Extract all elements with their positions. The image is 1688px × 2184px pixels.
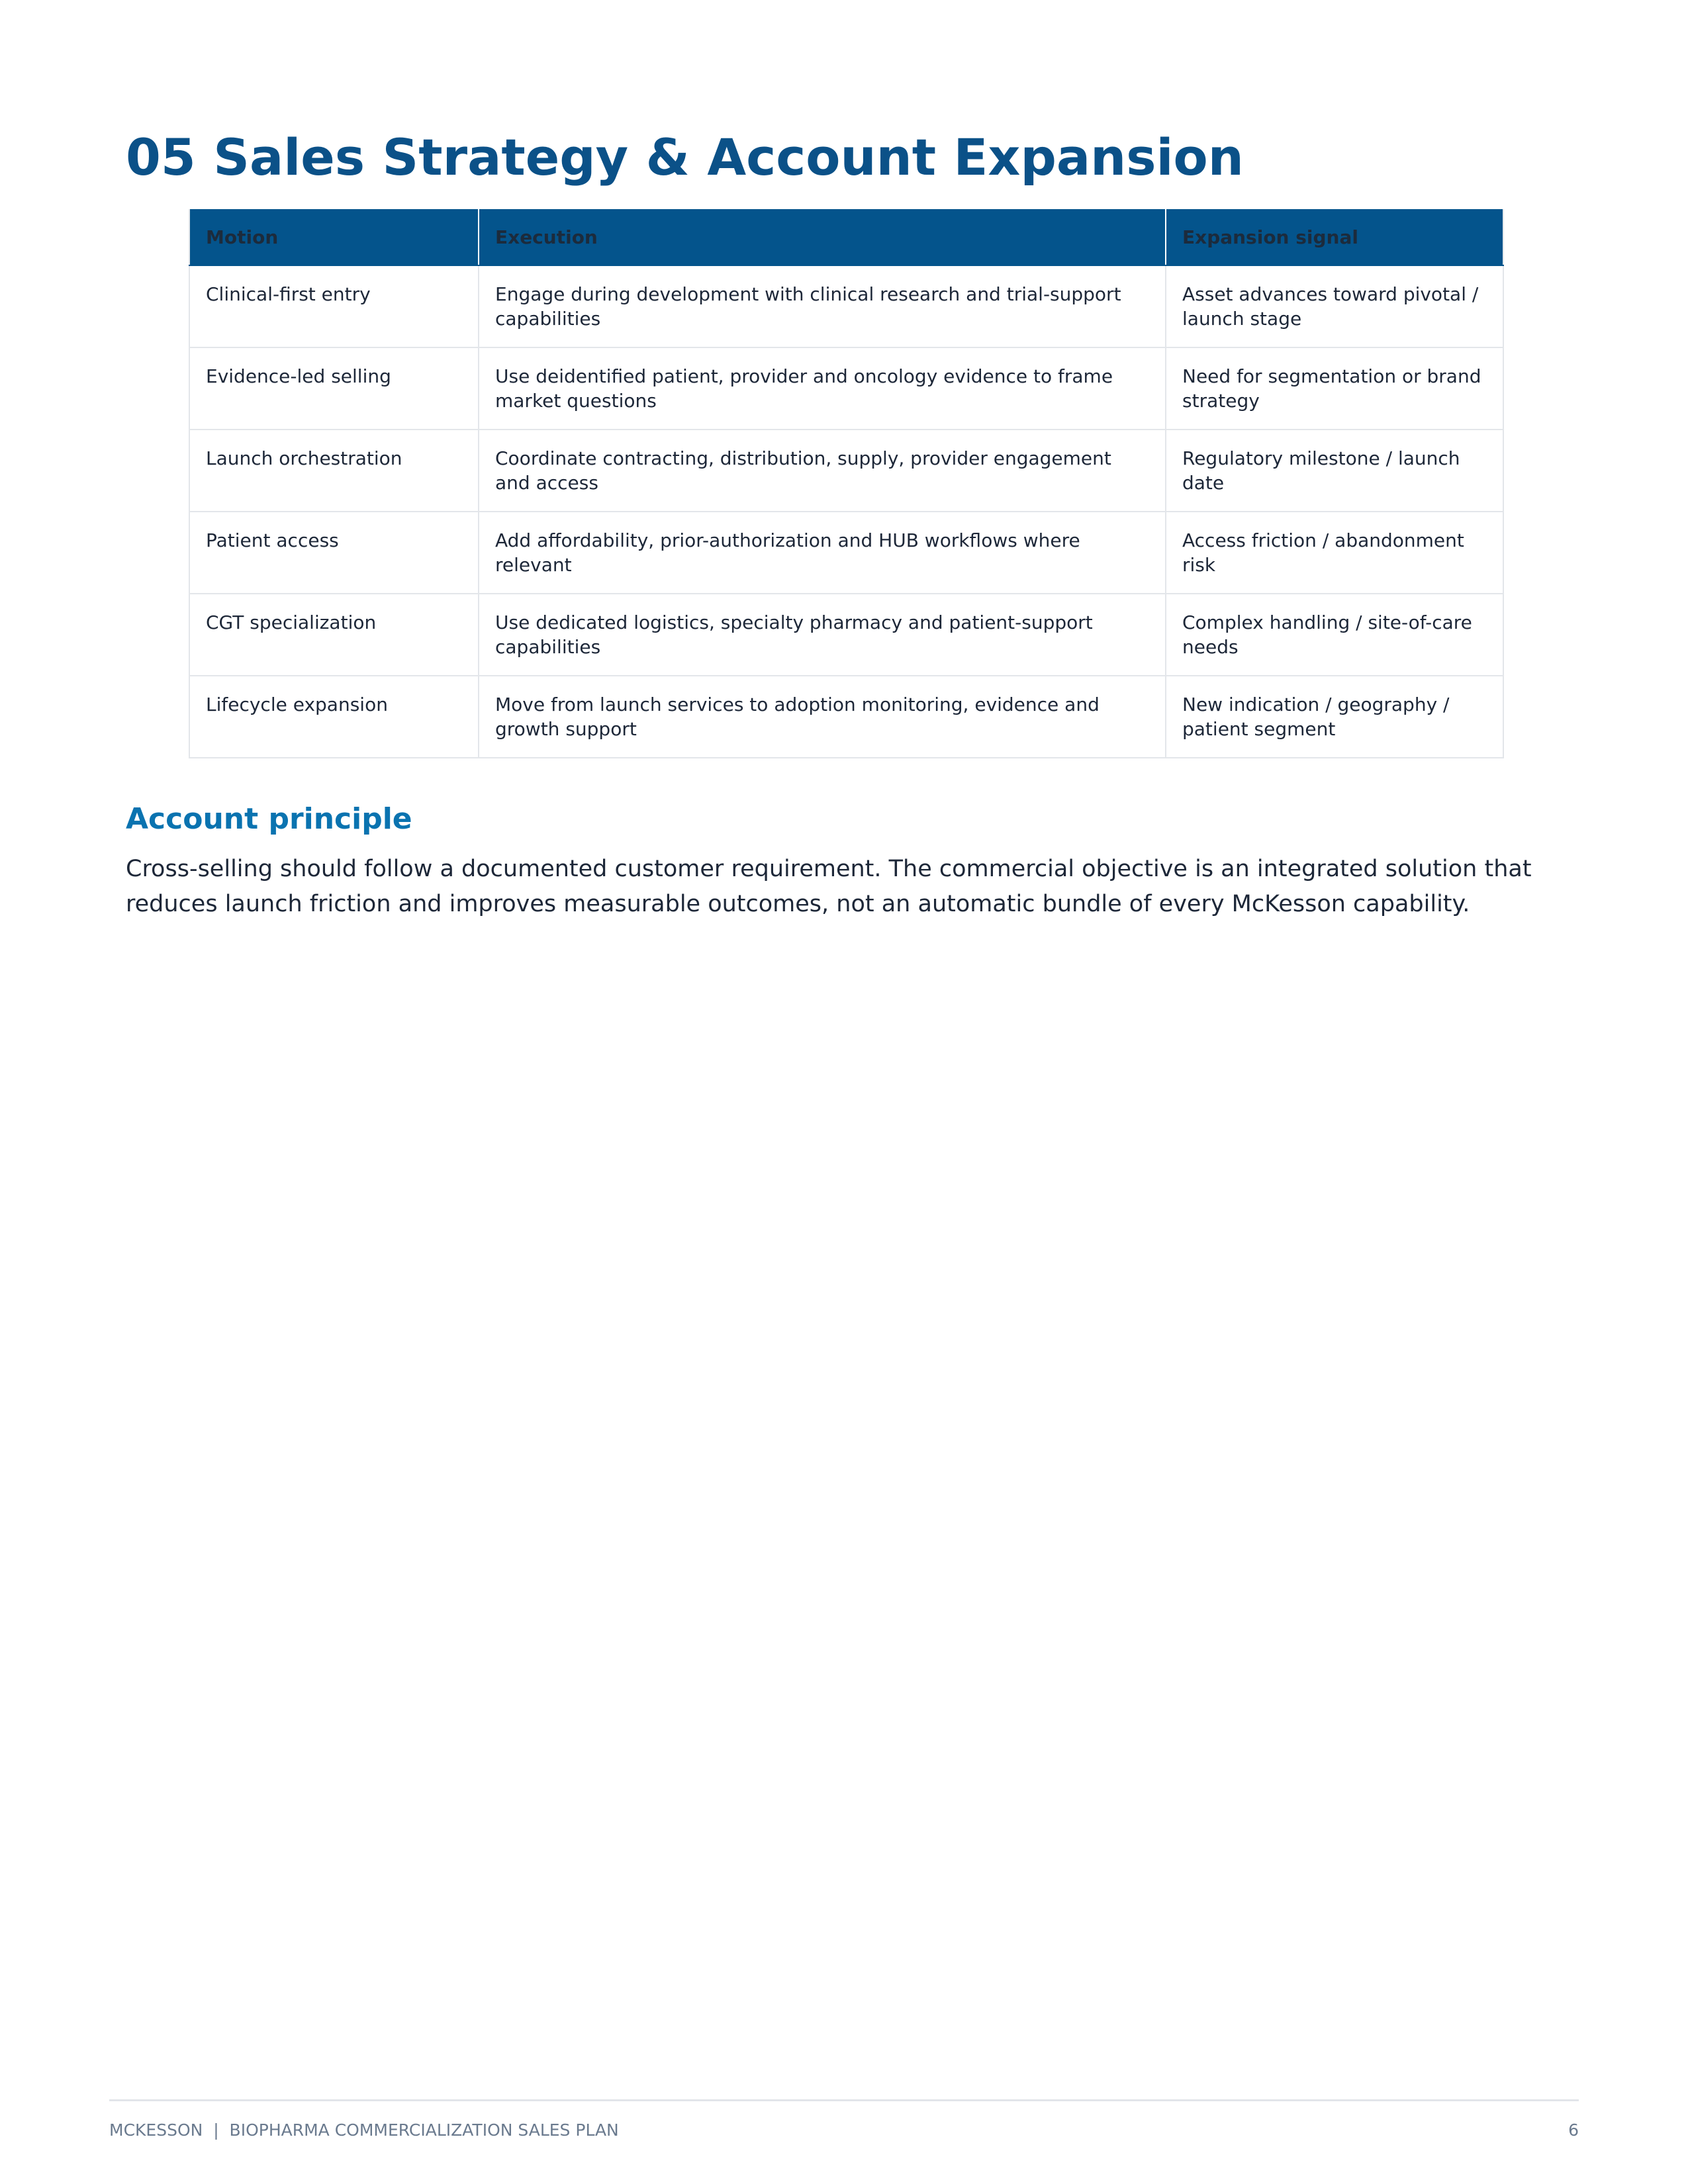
footer-text: MCKESSON | BIOPHARMA COMMERCIALIZATION SALES PLAN [109, 2120, 619, 2140]
execution-cell: Coordinate contracting, distribution, supply, provider engagement and access [479, 430, 1166, 512]
expansion-signal-cell: New indication / geography / patient segment [1166, 676, 1503, 758]
expansion-signal-cell: Complex handling / site-of-care needs [1166, 594, 1503, 676]
page-number: 6 [1568, 2120, 1579, 2140]
execution-cell: Add affordability, prior-authorization and HUB workflows where relevant [479, 512, 1166, 594]
execution-cell: Use dedicated logistics, specialty pharmacy and patient-support capabilities [479, 594, 1166, 676]
motion-cell: Clinical-first entry [189, 265, 479, 347]
table-row [189, 265, 1503, 347]
table-row [189, 676, 1503, 758]
table-row [189, 512, 1503, 594]
execution-cell: Use deidentified patient, provider and oncology evidence to frame market questions [479, 347, 1166, 430]
execution-cell: Engage during development with clinical research and trial-support capabilities [479, 265, 1166, 347]
table-header-row [189, 209, 1503, 265]
section-body-text: Cross-selling should follow a documented customer requirement. The commercial objective is an integrated solution that reduces launch friction and improves measurable outcomes, not an automatic bundle of every McKesson capability. [126, 856, 1532, 917]
expansion-signal-cell: Asset advances toward pivotal / launch stage [1166, 265, 1503, 347]
page-title: 05 Sales Strategy & Account Expansion [126, 128, 1244, 187]
column-header-execution: Execution [479, 209, 1166, 265]
section-heading: Account principle [126, 802, 412, 836]
expansion-signal-cell: Access friction / abandonment risk [1166, 512, 1503, 594]
motion-cell: Evidence-led selling [189, 347, 479, 430]
motion-cell: Launch orchestration [189, 430, 479, 512]
motion-cell: CGT specialization [189, 594, 479, 676]
motion-cell: Lifecycle expansion [189, 676, 479, 758]
column-header-motion: Motion [189, 209, 479, 265]
motion-cell: Patient access [189, 512, 479, 594]
column-header-expansion-signal: Expansion signal [1166, 209, 1503, 265]
execution-cell: Move from launch services to adoption monitoring, evidence and growth support [479, 676, 1166, 758]
table-row [189, 347, 1503, 430]
expansion-signal-cell: Regulatory milestone / launch date [1166, 430, 1503, 512]
table-row [189, 430, 1503, 512]
table-row [189, 594, 1503, 676]
sales-strategy-table [189, 209, 1504, 758]
expansion-signal-cell: Need for segmentation or brand strategy [1166, 347, 1503, 430]
footer-divider [109, 2099, 1579, 2101]
